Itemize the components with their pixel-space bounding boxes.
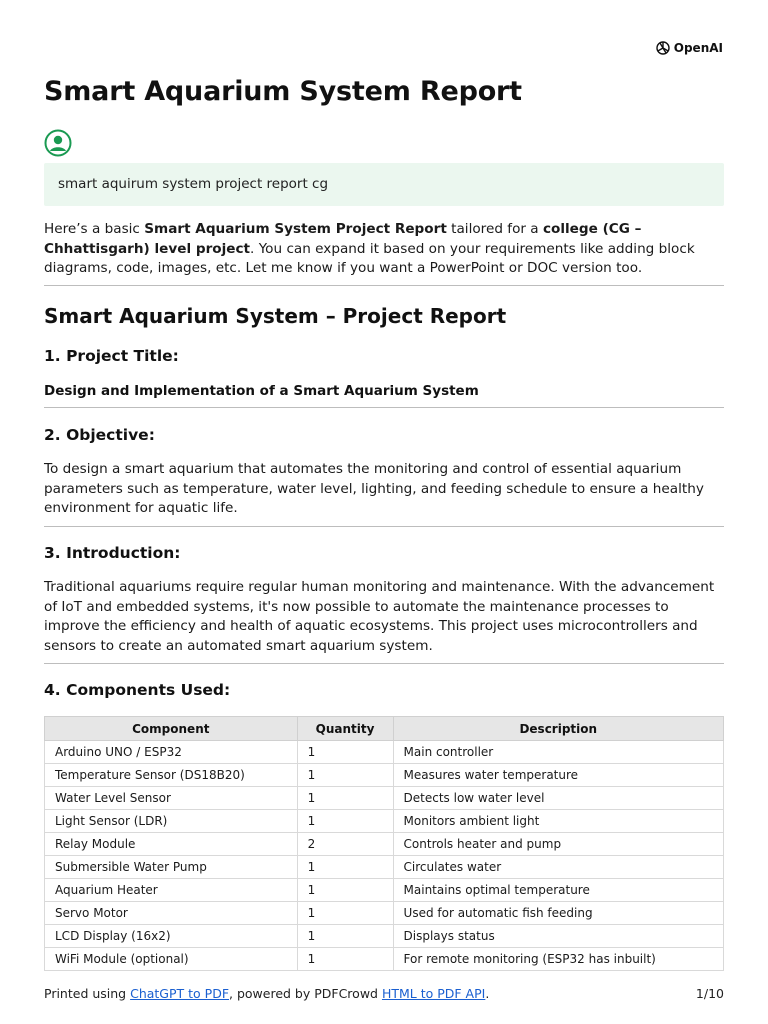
table-row [45,902,724,925]
table-row [45,925,724,948]
objective-text: To design a smart aquarium that automates the monitoring and control of essential aquarium parameters such as temperature, water level, lighting, and feeding schedule to ensure a healthy environment for aquatic life. [44,461,704,516]
table-cell: Light Sensor (LDR) [45,810,298,833]
table-header-cell: Component [45,717,298,741]
table-cell: Detects low water level [393,787,723,810]
openai-logo-icon [655,40,671,56]
table-row [45,810,724,833]
table-cell: 1 [297,787,393,810]
table-cell: Measures water temperature [393,764,723,787]
table-cell: Water Level Sensor [45,787,298,810]
table-row [45,787,724,810]
footer-text: Printed using [44,986,131,1001]
brand-logo [655,40,723,56]
table-cell: WiFi Module (optional) [45,948,298,971]
table-cell: Monitors ambient light [393,810,723,833]
table-cell: Aquarium Heater [45,879,298,902]
footer-text: , powered by PDFCrowd [229,986,382,1001]
divider [44,407,724,408]
intro-text: . You can expand it based on your requirements like adding block diagrams, code, images, etc. Let me know if you want a PowerPoint or DOC version too. [44,240,695,276]
table-cell: 2 [297,833,393,856]
report-heading: Smart Aquarium System – Project Report [44,304,507,328]
table-cell: 1 [297,902,393,925]
divider [44,285,724,286]
table-cell: For remote monitoring (ESP32 has inbuilt) [393,948,723,971]
table-header-row [45,717,724,741]
table-row [45,833,724,856]
page-number: 1/10 [695,986,724,1001]
project-title-text: Design and Implementation of a Smart Aquarium System [44,383,479,399]
table-cell: 1 [297,741,393,764]
intro-paragraph [44,220,724,279]
section-heading-components: 4. Components Used: [44,681,231,699]
table-cell: Servo Motor [45,902,298,925]
print-footer [44,986,724,1001]
table-cell: Used for automatic fish feeding [393,902,723,925]
table-cell: 1 [297,810,393,833]
table-cell: Controls heater and pump [393,833,723,856]
table-row [45,741,724,764]
table-cell: Submersible Water Pump [45,856,298,879]
user-prompt-box [44,163,724,206]
page-title: Smart Aquarium System Report [44,76,522,107]
intro-text: Here’s a basic [44,221,145,237]
brand-name: OpenAI [673,41,723,55]
table-row [45,764,724,787]
table-cell: LCD Display (16x2) [45,925,298,948]
divider [44,526,724,527]
section-heading-title: 1. Project Title: [44,347,179,365]
table-cell: Arduino UNO / ESP32 [45,741,298,764]
table-row [45,879,724,902]
table-cell: 1 [297,948,393,971]
introduction-text: Traditional aquariums require regular human monitoring and maintenance. With the advancement of IoT and embedded systems, it's now possible to automate the maintenance processes to improve the efficiency and health of aquatic ecosystems. This project uses microcontrollers and sensors to create an automated smart aquarium system. [44,579,715,654]
intro-text: tailored for a [446,221,543,237]
table-cell: 1 [297,764,393,787]
table-cell: Maintains optimal temperature [393,879,723,902]
table-cell: Temperature Sensor (DS18B20) [45,764,298,787]
table-header-cell: Description [393,717,723,741]
section-heading-objective: 2. Objective: [44,426,155,444]
table-cell: 1 [297,856,393,879]
table-cell: 1 [297,879,393,902]
intro-bold-report: Smart Aquarium System Project Report [144,221,447,237]
components-table [44,716,724,971]
user-avatar-icon [44,129,72,157]
chatgpt-to-pdf-link[interactable]: ChatGPT to PDF [130,986,230,1001]
intro-bold-college: college (CG – Chhattisgarh) level project [44,221,642,257]
user-prompt-text: smart aquirum system project report cg [58,176,329,192]
footer-text: . [485,986,490,1001]
table-cell: Relay Module [45,833,298,856]
table-cell: 1 [297,925,393,948]
table-cell: Displays status [393,925,723,948]
table-row [45,948,724,971]
table-row [45,856,724,879]
table-cell: Main controller [393,741,723,764]
html-to-pdf-api-link[interactable]: HTML to PDF API [381,986,486,1001]
table-header-cell: Quantity [297,717,393,741]
table-cell: Circulates water [393,856,723,879]
section-heading-introduction: 3. Introduction: [44,544,181,562]
divider [44,663,724,664]
